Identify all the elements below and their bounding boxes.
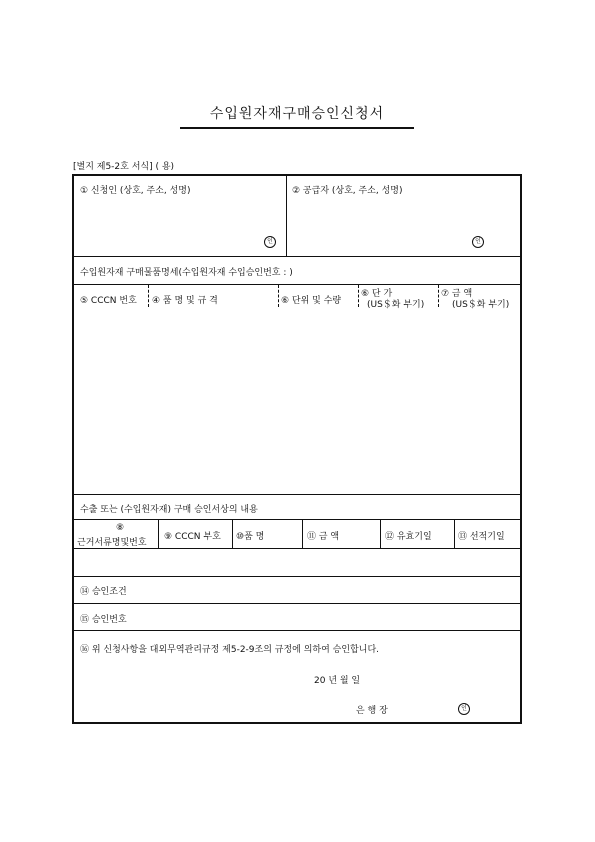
approval-date: 20 년 월 일 xyxy=(314,676,361,686)
export-divider-4 xyxy=(380,520,381,548)
form-sheet xyxy=(72,174,522,724)
detail-heading: 수입원자재 구매물품명세(수입원자재 수입승인번호 : ) xyxy=(80,268,293,278)
approval-conditions-label: ⑭ 승인조건 xyxy=(80,587,127,597)
bank-manager-label: 은 행 장 xyxy=(356,706,388,716)
rule-1 xyxy=(74,256,520,257)
export-divider-2 xyxy=(232,520,233,548)
rule-7 xyxy=(74,603,520,604)
export-divider-5 xyxy=(454,520,455,548)
col-evidence-number: ⑧ xyxy=(116,523,125,533)
col-valid-date: ⑫ 유효기일 xyxy=(385,532,432,542)
title-underline xyxy=(180,127,414,129)
divider-applicant-supplier xyxy=(286,176,287,256)
bank-manager-seal-icon: 인 xyxy=(458,703,470,715)
col-divider-1 xyxy=(148,285,149,307)
col-unit-price: ⑥ 단 가 xyxy=(361,289,393,299)
col-export-amount: ⑪ 금 액 xyxy=(307,532,340,542)
col-unit-qty: ⑥ 단위 및 수량 xyxy=(281,296,342,306)
col-divider-2 xyxy=(278,285,279,307)
col-unit-price-note: (US＄화 부기) xyxy=(367,300,425,310)
document-title: 수입원자재구매승인신청서 xyxy=(209,106,385,122)
col-evidence-doc: 근거서류명및번호 xyxy=(77,538,147,548)
col-cccn-code: ⑨ CCCN 부호 xyxy=(164,532,221,542)
applicant-label: ① 신청인 (상호, 주소, 성명) xyxy=(80,186,191,196)
rule-3 xyxy=(74,494,520,495)
col-item-spec: ④ 품 명 및 규 격 xyxy=(152,296,218,306)
rule-6 xyxy=(74,576,520,577)
export-heading: 수출 또는 (수입원자재) 구매 승인서상의 내용 xyxy=(80,505,258,515)
supplier-label: ② 공급자 (상호, 주소, 성명) xyxy=(292,186,403,196)
col-product-name: ⑩품 명 xyxy=(236,532,265,542)
col-amount: ⑦ 금 액 xyxy=(441,289,473,299)
export-divider-3 xyxy=(302,520,303,548)
supplier-seal-icon: 인 xyxy=(472,236,484,248)
applicant-seal-icon: 인 xyxy=(264,236,276,248)
approval-statement: ⑯ 위 신청사항을 대외무역관리규정 제5-2-9조의 규정에 의하여 승인합니다. xyxy=(80,645,379,655)
rule-8 xyxy=(74,630,520,631)
export-divider-1 xyxy=(158,520,159,548)
approval-number-label: ⑮ 승인번호 xyxy=(80,615,127,625)
rule-2 xyxy=(74,284,520,285)
col-shipping-date: ⑬ 선적기일 xyxy=(458,532,505,542)
col-divider-4 xyxy=(438,285,439,307)
col-divider-3 xyxy=(358,285,359,307)
rule-5 xyxy=(74,548,520,549)
col-amount-note: (US＄화 부기) xyxy=(452,300,510,310)
form-code: [별지 제5-2호 서식] ( 용) xyxy=(73,162,175,172)
col-cccn-number: ⑤ CCCN 번호 xyxy=(80,296,137,306)
